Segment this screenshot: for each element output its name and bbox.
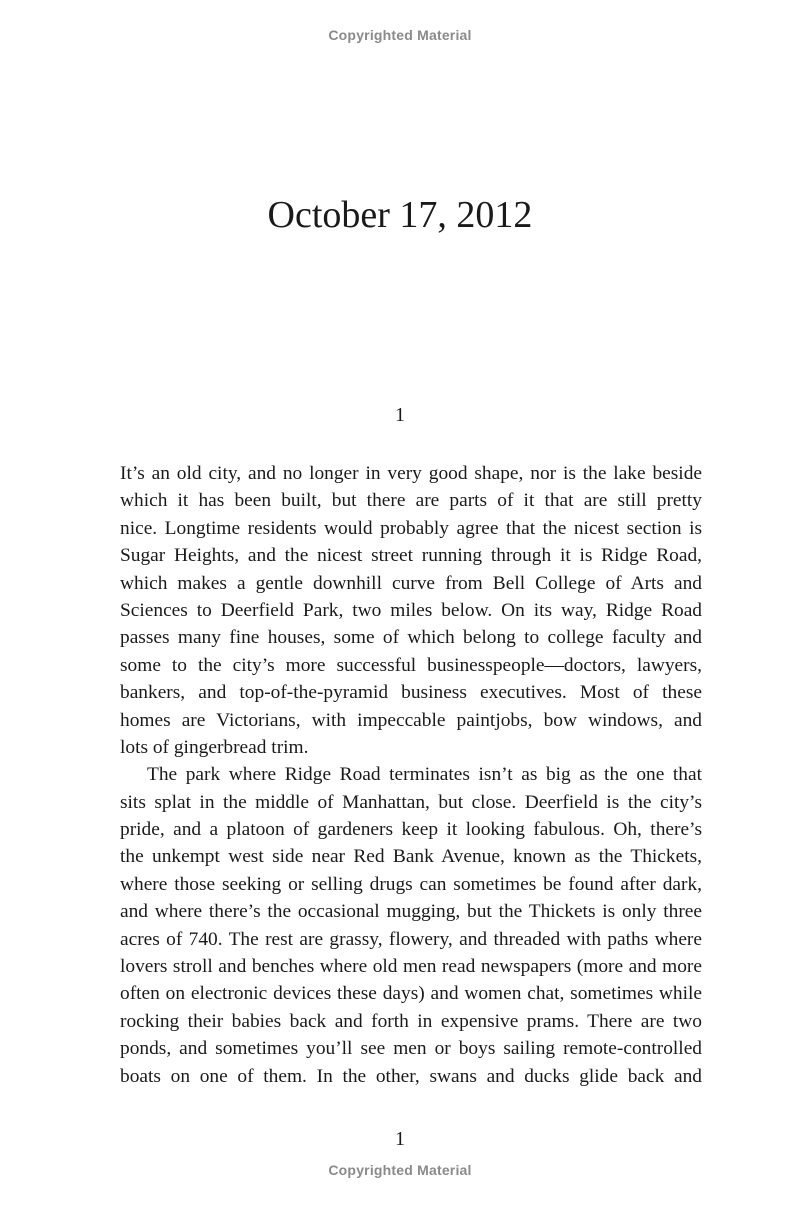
text-line: acres of 740. The rest are grassy, flowery, and threaded with paths where [120, 928, 702, 950]
text-line: pride, and a platoon of gardeners keep it looking fabulous. Oh, there’s [120, 819, 702, 841]
text-line: nice. Longtime residents would probably agree that the nicest section is [120, 517, 702, 539]
text-line: rocking their babies back and forth in expensive prams. There are two [120, 1010, 702, 1032]
watermark-top: Copyrighted Material [328, 27, 472, 43]
text-line: ponds, and sometimes you’ll see men or boys sailing remote-controlled [120, 1038, 702, 1060]
page-number: 1 [395, 1128, 405, 1150]
text-line: which it has been built, but there are parts of it that are still pretty [120, 490, 702, 512]
paragraph-1 [120, 460, 702, 761]
watermark-bottom: Copyrighted Material [328, 1162, 472, 1178]
text-line: where those seeking or selling drugs can sometimes be found after dark, [120, 873, 702, 895]
text-line: Sciences to Deerfield Park, two miles below. On its way, Ridge Road [120, 599, 702, 621]
text-line: lots of gingerbread trim. [120, 736, 309, 758]
text-line: Sugar Heights, and the nicest street running through it is Ridge Road, [120, 545, 702, 567]
text-line: It’s an old city, and no longer in very good shape, nor is the lake beside [120, 463, 702, 484]
section-number: 1 [395, 404, 405, 426]
text-line: homes are Victorians, with impeccable paintjobs, bow windows, and [120, 709, 702, 731]
chapter-date-heading: October 17, 2012 [267, 194, 533, 236]
text-line: lovers stroll and benches where old men read newspapers (more and more [120, 956, 702, 978]
body-text [120, 460, 702, 1090]
text-line: the unkempt west side near Red Bank Avenue, known as the Thickets, [120, 846, 702, 868]
text-line: and where there’s the occasional mugging, but the Thickets is only three [120, 901, 702, 923]
text-line: The park where Ridge Road terminates isn’t as big as the one that [147, 764, 702, 786]
text-line: passes many fine houses, some of which belong to college faculty and [120, 627, 702, 649]
text-line: some to the city’s more successful businesspeople—doctors, lawyers, [120, 654, 702, 676]
text-line: often on electronic devices these days) and women chat, sometimes while [120, 983, 702, 1005]
text-line: boats on one of them. In the other, swans and ducks glide back and [120, 1065, 702, 1087]
paragraph-2 [120, 761, 702, 1090]
text-line: which makes a gentle downhill curve from Bell College of Arts and [120, 572, 702, 594]
text-line: bankers, and top-of-the-pyramid business executives. Most of these [120, 682, 702, 704]
text-line: sits splat in the middle of Manhattan, but close. Deerfield is the city’s [120, 791, 702, 813]
